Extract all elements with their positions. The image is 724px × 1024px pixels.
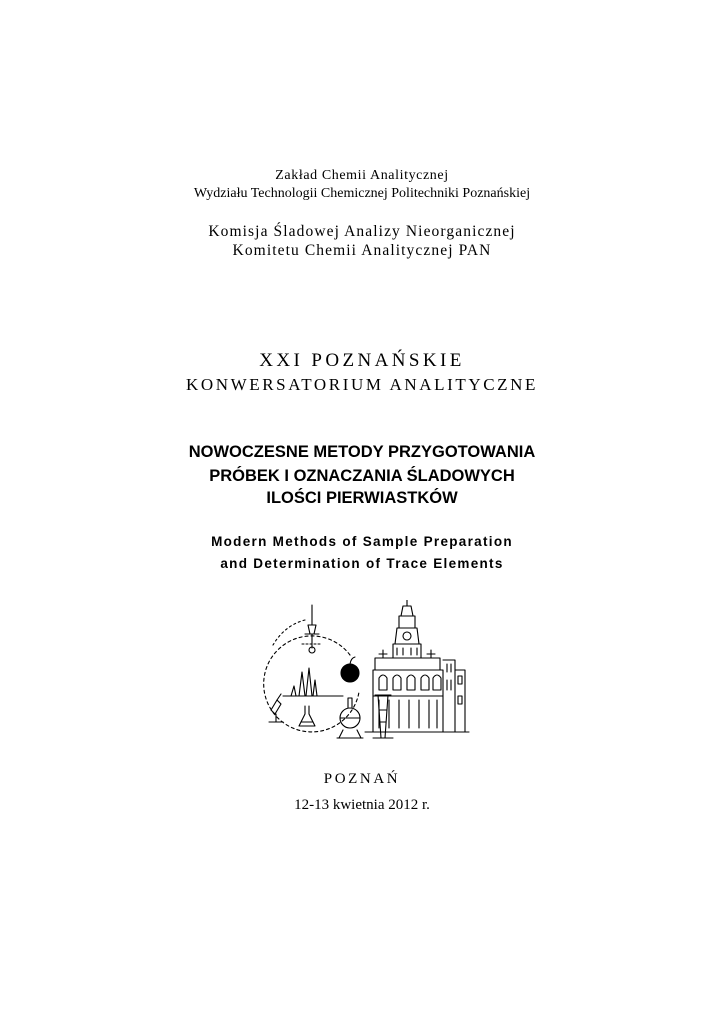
english-subtitle-line2: and Determination of Trace Elements (220, 556, 504, 571)
conference-city: POZNAŃ (323, 771, 401, 787)
microscope-icon (269, 694, 283, 722)
distillation-flask-icon (337, 698, 363, 738)
commission-name: Komisja Śladowej Analizy Nieorganicznej (208, 223, 516, 240)
polish-subtitle-line3: ILOŚCI PIERWIASTKÓW (266, 489, 458, 507)
town-hall-drawing (365, 600, 469, 732)
conference-date: 12-13 kwietnia 2012 r. (294, 797, 430, 813)
sample-fruit-icon (341, 657, 359, 682)
polish-subtitle-line2: PRÓBEK I OZNACZANIA ŚLADOWYCH (209, 467, 515, 485)
chromatogram-peaks-icon (283, 668, 343, 696)
faculty-name: Wydziału Technologii Chemicznej Politechniki Poznańskiej (193, 186, 531, 201)
conference-title-line2: KONWERSATORIUM ANALITYCZNE (185, 375, 539, 394)
lab-apparatus-icon (302, 605, 322, 653)
conference-logo-drawing (255, 600, 470, 745)
polish-subtitle-line1: NOWOCZESNE METODY PRZYGOTOWANIA (188, 443, 536, 461)
flask-icon (299, 706, 315, 726)
department-name: Zakład Chemii Analitycznej (275, 168, 449, 183)
conference-title-line1: XXI POZNAŃSKIE (259, 350, 465, 371)
english-subtitle-line1: Modern Methods of Sample Preparation (211, 534, 513, 549)
committee-name: Komitetu Chemii Analitycznej PAN (232, 242, 492, 259)
